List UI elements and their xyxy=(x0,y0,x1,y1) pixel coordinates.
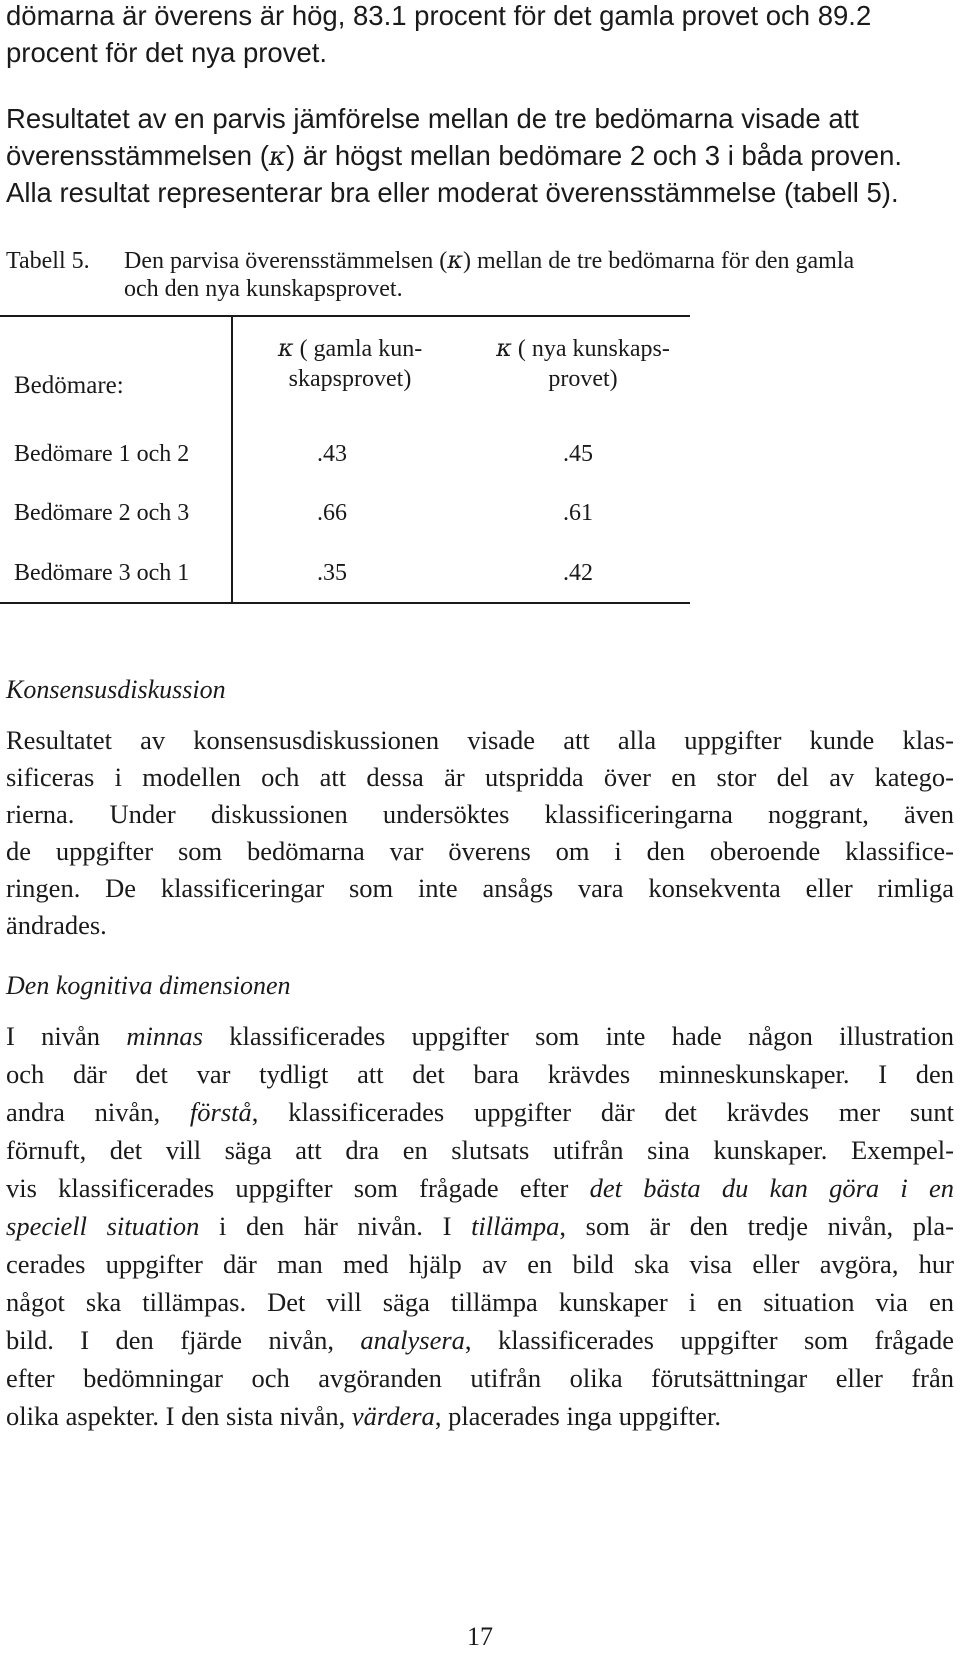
paragraph-line: Resultatet av konsensusdiskussionen visade att alla uppgifter kunde klas- xyxy=(6,725,954,755)
paragraph-line: andra nivån, förstå, klassificerades uppgifter där det krävdes mer sunt xyxy=(6,1097,954,1127)
paragraph-line: sificeras i modellen och att dessa är utspridda över en stor del av katego- xyxy=(6,762,954,792)
kappa-symbol: κ xyxy=(496,334,512,362)
kappa-symbol: κ xyxy=(277,334,294,362)
table-caption-line: och den nya kunskapsprovet. xyxy=(124,276,403,302)
page-number: 17 xyxy=(467,1622,493,1651)
table-cell-new: .45 xyxy=(563,441,593,467)
kappa-symbol: κ xyxy=(447,246,463,274)
paragraph-line: förnuft, det vill säga att dra en slutsats utifrån sina kunskaper. Exempel- xyxy=(6,1135,954,1165)
paragraph-line: ändrades. xyxy=(6,910,107,940)
paragraph-line: speciell situation i den här nivån. I tillämpa, som är den tredje nivån, pla- xyxy=(6,1211,954,1241)
table-caption-line: Den parvisa överensstämmelsen (κ) mellan de tre bedömarna för den gamla xyxy=(124,246,855,274)
table-cell-rater: Bedömare 3 och 1 xyxy=(14,560,190,586)
table-column-divider xyxy=(231,315,233,603)
table-cell-old: .66 xyxy=(317,500,347,526)
table-caption-label: Tabell 5. xyxy=(6,248,90,274)
paragraph-line: cerades uppgifter där man med hjälp av en bild ska visa eller avgöra, hur xyxy=(6,1249,954,1279)
paragraph-line: efter bedömningar och avgöranden utifrån olika förutsättningar eller från xyxy=(6,1363,954,1393)
paragraph-line: vis klassificerades uppgifter som frågade efter det bästa du kan göra i en xyxy=(6,1173,954,1203)
paragraph-line: olika aspekter. I den sista nivån, värdera, placerades inga uppgifter. xyxy=(6,1401,722,1431)
table-cell-old: .43 xyxy=(317,441,347,467)
paragraph-line: ringen. De klassificeringar som inte ansågs vara konsekventa eller rimliga xyxy=(6,873,954,903)
paragraph-line: de uppgifter som bedömarna var överens om i den oberoende klassifice- xyxy=(6,836,954,866)
paragraph-line: dömarna är överens är hög, 83.1 procent för det gamla provet och 89.2 xyxy=(6,0,872,31)
table-header-rater: Bedömare: xyxy=(14,372,124,399)
table-cell-new: .61 xyxy=(563,500,593,526)
section-heading-consensus: Konsensusdiskussion xyxy=(6,675,226,704)
paragraph-line: överensstämmelsen (κ) är högst mellan bedömare 2 och 3 i båda proven. xyxy=(6,140,903,172)
kappa-symbol: κ xyxy=(268,142,286,172)
table-top-rule xyxy=(0,315,690,317)
paragraph-line: I nivån minnas klassificerades uppgifter som inte hade någon illustration xyxy=(6,1021,954,1051)
table-cell-rater: Bedömare 2 och 3 xyxy=(14,500,190,526)
table-cell-new: .42 xyxy=(563,560,593,586)
table-header-old: κ ( gamla kun- skapsprovet) xyxy=(277,334,423,392)
table-bottom-rule xyxy=(0,602,690,604)
paragraph-line: bild. I den fjärde nivån, analysera, klassificerades uppgifter som frågade xyxy=(6,1325,954,1355)
paragraph-line: rierna. Under diskussionen undersöktes klassificeringarna noggrant, även xyxy=(6,799,954,829)
paragraph-line: Resultatet av en parvis jämförelse mellan de tre bedömarna visade att xyxy=(6,103,859,134)
paragraph-line: och där det var tydligt att det bara krävdes minneskunskaper. I den xyxy=(6,1059,954,1089)
paragraph-line: något ska tillämpas. Det vill säga tillämpa kunskaper i en situation via en xyxy=(6,1287,954,1317)
section-heading-cognitive: Den kognitiva dimensionen xyxy=(6,971,291,1000)
paragraph-line: procent för det nya provet. xyxy=(6,37,328,68)
table-header-new: κ ( nya kunskaps- provet) xyxy=(496,334,670,392)
table-cell-old: .35 xyxy=(317,560,347,586)
table-cell-rater: Bedömare 1 och 2 xyxy=(14,441,190,467)
paragraph-line: Alla resultat representerar bra eller moderat överensstämmelse (tabell 5). xyxy=(6,177,899,208)
